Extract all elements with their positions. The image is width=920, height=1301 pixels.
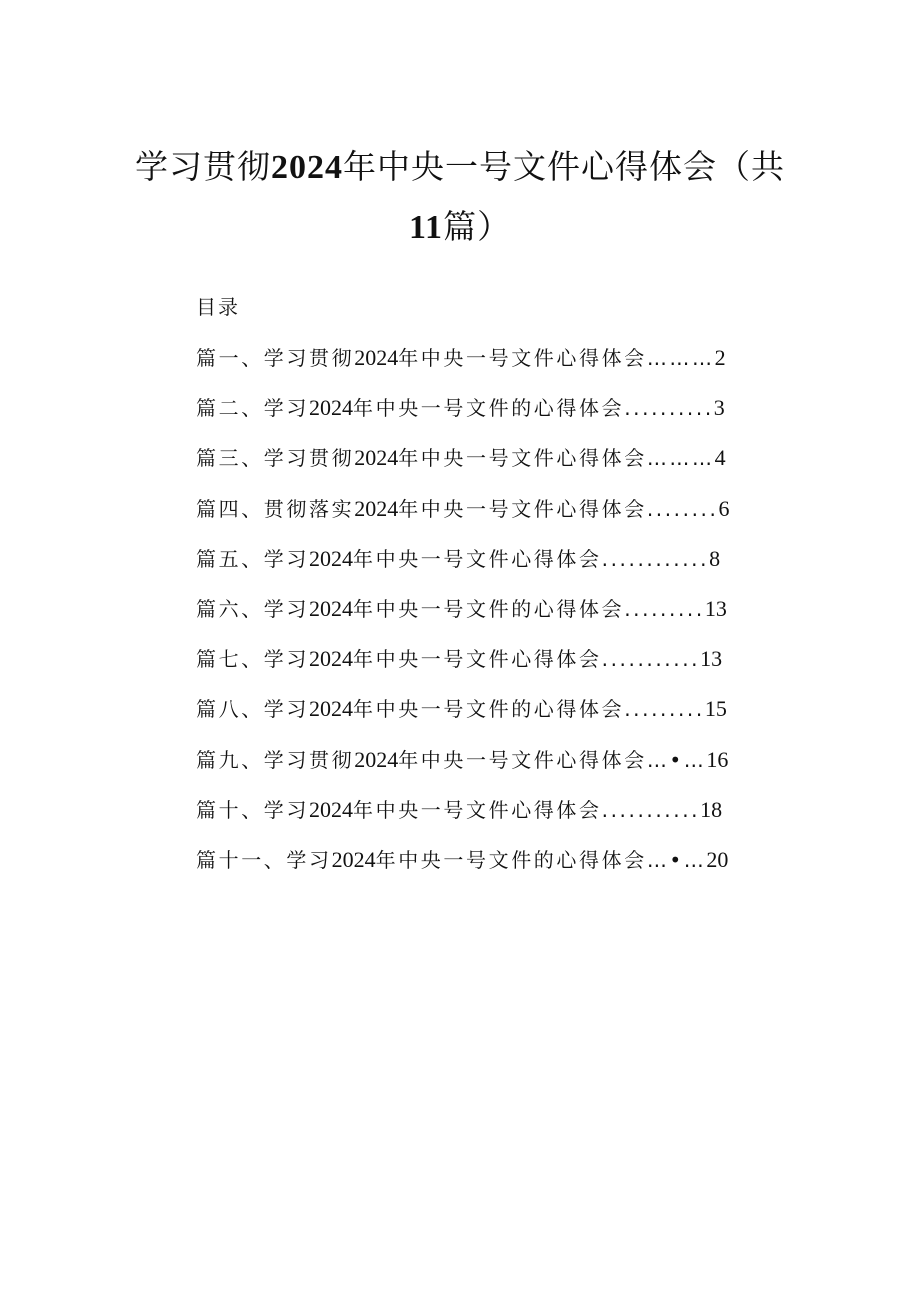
toc-entry-topic: 年中央一号文件心得体会 <box>353 647 602 672</box>
toc-entry-year: 2024 <box>354 495 399 521</box>
title-year: 2024 <box>271 149 343 186</box>
toc-entry-3[interactable] <box>196 444 796 494</box>
toc-entry-page: 13 <box>704 595 727 621</box>
toc-entry-leader: …•… <box>646 747 707 772</box>
toc-entry-leader: ........... <box>601 647 701 672</box>
toc-entry-7[interactable] <box>196 645 796 695</box>
toc-entry-year: 2024 <box>309 796 353 822</box>
toc-entry-page: 15 <box>704 696 727 722</box>
toc-entry-topic: 年中央一号文件心得体会 <box>398 446 647 471</box>
document-title-line-2 <box>100 207 820 248</box>
toc-entry-4[interactable] <box>196 495 796 545</box>
toc-entry-prefix: 篇七、学习 <box>196 647 309 672</box>
toc-heading: 目录 <box>196 295 240 319</box>
toc-entry-leader: ......... <box>624 697 705 722</box>
toc-entry-prefix: 篇六、学习 <box>196 596 309 621</box>
toc-entry-prefix: 篇三、学习贯彻 <box>196 446 355 471</box>
toc-entry-topic: 年中央一号文件的心得体会 <box>353 596 625 621</box>
toc-entry-year: 2024 <box>309 696 353 722</box>
toc-entry-topic: 年中央一号文件的心得体会 <box>353 697 625 722</box>
toc-entry-9[interactable] <box>196 746 796 796</box>
toc-entry-prefix: 篇九、学习贯彻 <box>196 747 355 772</box>
toc-entry-prefix: 篇一、学习贯彻 <box>196 346 355 370</box>
toc-entry-1[interactable] <box>196 344 796 394</box>
title-prefix: 学习贯彻 <box>135 147 271 186</box>
toc-entry-page: 4 <box>714 445 726 471</box>
toc-entry-year: 2024 <box>309 646 353 672</box>
toc-entry-topic: 年中央一号文件的心得体会 <box>353 396 625 421</box>
toc-entry-6[interactable] <box>196 595 796 645</box>
toc-entry-page: 16 <box>706 746 729 772</box>
toc-entry-prefix: 篇十一、学习 <box>196 847 332 872</box>
toc-entry-prefix: 篇四、贯彻落实 <box>196 496 355 521</box>
title-count-suffix: 篇） <box>443 207 512 246</box>
toc-entry-year: 2024 <box>354 345 399 370</box>
toc-entry-leader: ......... <box>624 596 705 621</box>
toc-entry-leader: ........... <box>601 797 701 822</box>
toc-entry-leader: …•… <box>646 847 707 872</box>
toc-entry-page: 8 <box>709 545 721 571</box>
toc-entry-leader: .......... <box>624 396 714 421</box>
toc-entry-year: 2024 <box>309 395 353 421</box>
toc-entry-page: 2 <box>714 345 726 370</box>
toc-entry-topic: 年中央一号文件心得体会 <box>398 747 647 772</box>
document-title-line-1 <box>100 147 820 188</box>
toc-entry-leader: ........ <box>646 496 719 521</box>
toc-entry-10[interactable] <box>196 796 796 846</box>
toc-entry-topic: 年中央一号文件心得体会 <box>353 797 602 822</box>
table-of-contents <box>196 344 796 896</box>
toc-entry-topic: 年中央一号文件的心得体会 <box>375 847 647 872</box>
toc-entry-11[interactable] <box>196 846 796 896</box>
title-suffix: 年中央一号文件心得体会（共 <box>343 147 785 186</box>
toc-entry-leader: ……… <box>646 346 715 370</box>
toc-entry-page: 20 <box>706 846 729 872</box>
toc-entry-topic: 年中央一号文件心得体会 <box>398 346 647 370</box>
toc-entry-year: 2024 <box>354 746 399 772</box>
toc-entry-year: 2024 <box>309 595 353 621</box>
toc-entry-8[interactable] <box>196 695 796 745</box>
toc-entry-prefix: 篇八、学习 <box>196 697 309 722</box>
toc-entry-2[interactable] <box>196 394 796 444</box>
toc-entry-page: 6 <box>718 495 730 521</box>
toc-entry-page: 18 <box>700 796 723 822</box>
toc-entry-topic: 年中央一号文件心得体会 <box>398 496 647 521</box>
toc-entry-page: 13 <box>700 646 723 672</box>
toc-entry-prefix: 篇五、学习 <box>196 546 309 571</box>
toc-entry-topic: 年中央一号文件心得体会 <box>353 546 602 571</box>
toc-entry-5[interactable] <box>196 545 796 595</box>
toc-entry-year: 2024 <box>354 445 399 471</box>
toc-entry-prefix: 篇二、学习 <box>196 396 309 421</box>
toc-entry-page: 3 <box>713 395 725 421</box>
toc-entry-leader: ............ <box>601 546 710 571</box>
toc-entry-leader: ……… <box>646 446 715 471</box>
toc-entry-year: 2024 <box>309 545 353 571</box>
title-count: 11 <box>408 209 444 246</box>
toc-entry-year: 2024 <box>331 846 376 872</box>
toc-entry-prefix: 篇十、学习 <box>196 797 309 822</box>
